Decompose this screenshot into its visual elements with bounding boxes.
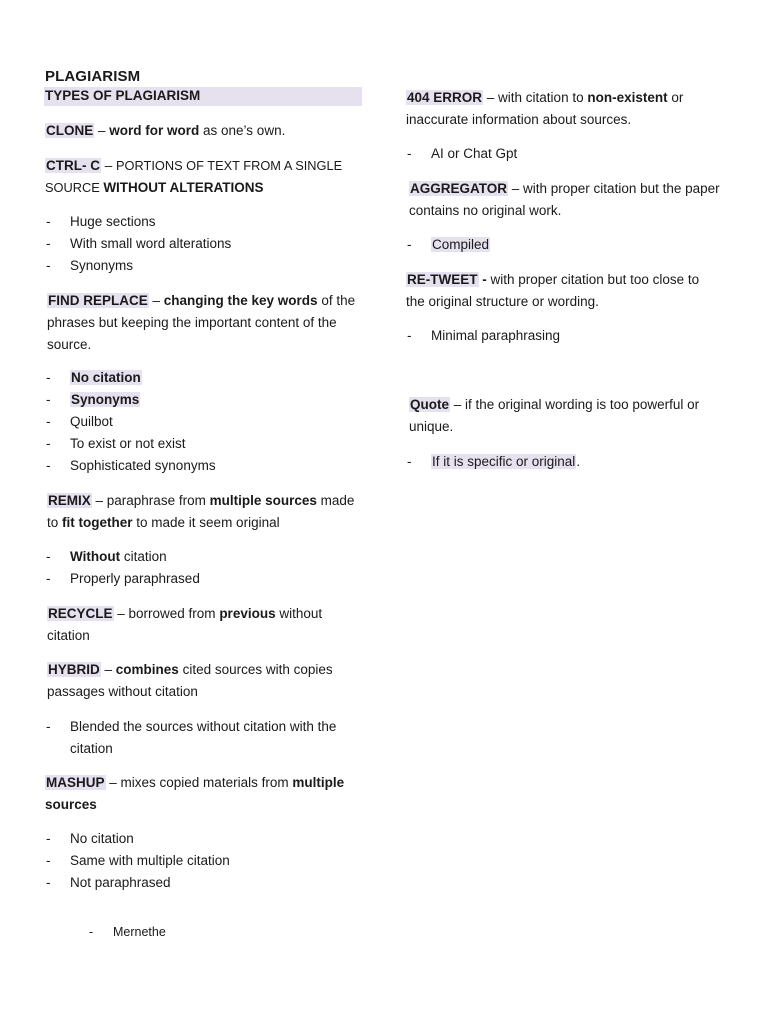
find-replace-term: FIND REPLACE (48, 293, 148, 308)
list-item: - Huge sections (46, 214, 156, 229)
mashup-term: MASHUP (46, 775, 105, 790)
ctrlc-entry-line2: SOURCE WITHOUT ALTERATIONS (45, 180, 264, 195)
recycle-line2: citation (47, 628, 90, 643)
recycle-entry: RECYCLE – borrowed from previous without (48, 606, 323, 621)
list-item: - If it is specific or original. (407, 454, 581, 469)
remix-entry: REMIX – paraphrase from multiple sources made (48, 493, 355, 508)
list-item: - With small word alterations (46, 236, 232, 251)
list-item: - Minimal paraphrasing (407, 328, 561, 343)
find-replace-line3: source. (47, 337, 92, 352)
clone-term: CLONE (46, 123, 94, 138)
remix-term: REMIX (48, 493, 91, 508)
ctrlc-term: CTRL- C (46, 158, 100, 173)
list-item: - To exist or not exist (46, 436, 186, 451)
list-item: - Blended the sources without citation with the (46, 719, 337, 734)
list-item: - No citation (46, 831, 134, 846)
ctrlc-entry: CTRL- C – PORTIONS OF TEXT FROM A SINGLE (46, 158, 343, 173)
list-item-continuation: citation (70, 741, 113, 756)
find-replace-line2: phrases but keeping the important content of the (47, 315, 337, 330)
aggregator-line2: contains no original work. (409, 203, 562, 218)
error404-line2: inaccurate information about sources. (406, 112, 632, 127)
list-item: - Not paraphrased (46, 875, 171, 890)
list-item: - Synonyms (46, 392, 140, 407)
list-item: - Properly paraphrased (46, 571, 200, 586)
list-item: - Without citation (46, 549, 167, 564)
page-title: PLAGIARISM (45, 68, 141, 85)
error404-entry: 404 ERROR – with citation to non-existent or (407, 90, 684, 105)
aggregator-term: AGGREGATOR (410, 181, 508, 196)
remix-line2: to fit together to made it seem original (47, 515, 280, 530)
list-item: - AI or Chat Gpt (407, 146, 518, 161)
list-item: - Synonyms (46, 258, 134, 273)
error404-term: 404 ERROR (407, 90, 483, 105)
hybrid-term: HYBRID (48, 662, 100, 677)
hybrid-entry: HYBRID – combines cited sources with copies (48, 662, 333, 677)
list-item: - Same with multiple citation (46, 853, 230, 868)
recycle-term: RECYCLE (48, 606, 113, 621)
list-item: - Quilbot (46, 414, 113, 429)
clone-entry: CLONE – word for word as one’s own. (46, 123, 286, 138)
list-item: - Compiled (407, 237, 490, 252)
list-item: - Sophisticated synonyms (46, 458, 216, 473)
quote-line2: unique. (409, 419, 454, 434)
quote-entry: Quote – if the original wording is too powerful or (410, 397, 700, 412)
aggregator-entry: AGGREGATOR – with proper citation but the paper (410, 181, 720, 196)
mashup-line2: sources (45, 797, 97, 812)
retweet-term: RE-TWEET (407, 272, 478, 287)
retweet-entry: RE-TWEET - with proper citation but too close to (407, 272, 700, 287)
mashup-entry: MASHUP – mixes copied materials from multiple (46, 775, 345, 790)
list-item: - Mernethe (89, 925, 166, 939)
retweet-line2: the original structure or wording. (406, 294, 599, 309)
types-heading: TYPES OF PLAGIARISM (45, 88, 201, 103)
hybrid-line2: passages without citation (47, 684, 198, 699)
list-item: - No citation (46, 370, 141, 385)
quote-term: Quote (410, 397, 449, 412)
find-replace-entry: FIND REPLACE – changing the key words of the (48, 293, 356, 308)
